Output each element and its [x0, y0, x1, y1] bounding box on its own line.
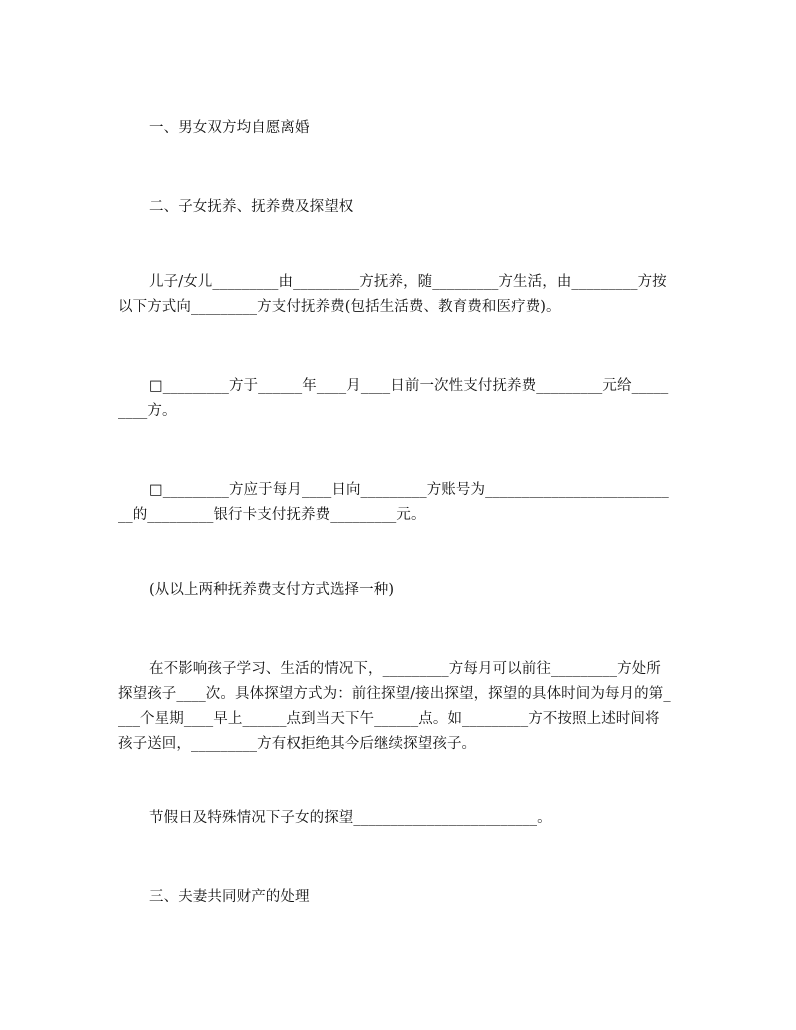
section-heading-joint-property: 三、夫妻共同财产的处理	[149, 889, 310, 905]
section-heading-child-custody: 二、子女抚养、抚养费及探望权	[149, 199, 354, 215]
paragraph-visitation-rights: 在不影响孩子学习、生活的情况下，_________方每月可以前往_________方处所探望孩子____次。具体探望方式为：前往探望/接出探望，探望的具体时间为每月的第____个星期____早上______点到当天下午______点。如_________方不按照上述时间将孩子送回，_________方有权拒绝其今后继续探望孩子。	[118, 661, 671, 752]
paragraph-payment-choice-note: (从以上两种抚养费支付方式选择一种)	[149, 582, 395, 598]
paragraph-custody-arrangement: 儿子/女儿_________由_________方抚养，随_________方生活，由_________方按以下方式向_________方支付抚养费(包括生活费、教育费和医疗费)。	[118, 274, 667, 315]
paragraph-monthly-payment-option: □_________方应于每月____日向_________方账号为___________________________的_________银行卡支付抚养费_________元。	[118, 482, 669, 523]
paragraph-holiday-visitation: 节假日及特殊情况下子女的探望_________________________。	[149, 810, 552, 826]
section-heading-divorce-agreement: 一、男女双方均自愿离婚	[149, 120, 310, 136]
paragraph-lump-sum-payment-option: □_________方于______年____月____日前一次性支付抚养费_________元给_________方。	[118, 378, 669, 419]
